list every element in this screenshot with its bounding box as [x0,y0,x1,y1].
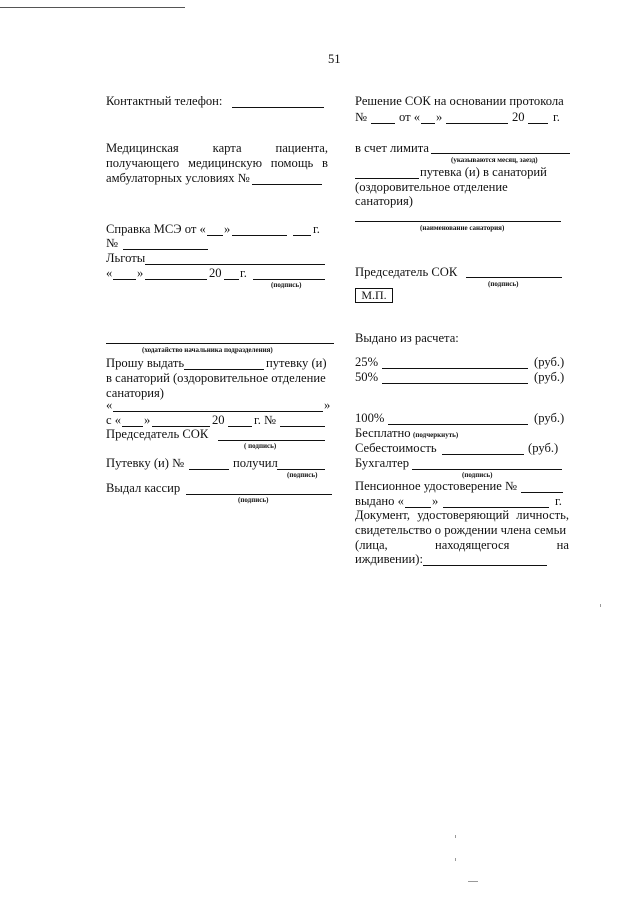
scan-speck [455,858,456,861]
cashier-sign-caption: (подпись) [238,496,269,504]
decision-year-blank [528,123,548,124]
from-number-blank [280,426,325,427]
from-number-label: г. № [254,413,277,427]
limit-caption: (указываются месяц, заезд) [451,156,538,164]
pct-50-rub: (руб.) [534,370,565,384]
petition-caption: (ходатайство начальника подразделения) [142,346,273,354]
card-number-blank [252,184,322,185]
date-century: 20 [209,266,222,280]
decision-century: 20 [512,110,525,124]
from-year-blank [228,426,252,427]
scan-speck [468,881,478,882]
ask-voucher-label: путевку (и) [266,356,327,370]
decision-day-blank [421,123,435,124]
date-year-suffix: г. [240,266,247,280]
issued-from-calc: Выдано из расчета: [355,331,459,345]
decision-number-blank [371,123,395,124]
from-close-quote: » [144,413,151,427]
limit-blank [431,153,570,154]
phone-label: Контактный телефон: [106,94,223,108]
date-day-blank [113,279,136,280]
mse-day-blank [207,235,223,236]
left-chairman-sign-caption: ( подпись) [244,442,277,450]
mse-label: Справка МСЭ от « [106,222,206,236]
pct-25-blank [382,368,528,369]
ask-issue-label: Прошу выдать [106,356,185,370]
card-line-3: амбулаторных условиях № [106,171,250,185]
mse-number-blank [123,249,208,250]
date-open-quote: « [106,266,113,280]
issued-date-close: » [432,494,439,508]
received-sign-caption: (подпись) [287,471,318,479]
decision-number-label: № [355,110,368,124]
voucher-count-blank [355,178,419,179]
issued-year-suffix: г. [555,494,562,508]
sanatorium-label: санатория) [355,194,413,208]
limit-label: в счет лимита [355,141,429,155]
cost-blank [442,454,524,455]
card-line-1: Медицинская карта пациента, [106,141,328,155]
doc-line: Документ, удостоверяющий личность, [355,508,569,522]
cashier-sign-blank [186,494,332,495]
mse-close-quote: » [224,222,231,236]
cost-label: Себестоимость [355,441,437,455]
health-dept-label: (оздоровительное отделение [355,180,508,194]
underline-caption: (подчеркнуть) [413,431,459,439]
left-chairman-sign-blank [218,440,325,441]
pct-100-blank [388,424,528,425]
cost-rub: (руб.) [528,441,559,455]
right-chairman-sign-blank [466,277,562,278]
from-open-quote: с « [106,413,122,427]
voucher-to-label: путевка (и) в санаторий [420,165,547,179]
pct-100-label: 100% [355,411,385,425]
scan-speck [455,835,456,838]
decision-month-blank [446,123,508,124]
right-chairman-label: Председатель СОК [355,265,458,279]
mse-month-blank [232,235,287,236]
left-chairman-label: Председатель СОК [106,427,209,441]
pension-cert-blank [521,492,563,493]
mse-year-blank [293,235,311,236]
pct-25-label: 25% [355,355,379,369]
pct-100-rub: (руб.) [534,411,565,425]
sanatorium-name-blank [113,411,323,412]
from-century: 20 [212,413,225,427]
stamp-box: М.П. [355,288,393,303]
sanatorium-open-quote: « [106,398,113,412]
date-close-quote: » [137,266,144,280]
birth-cert-label: свидетельство о рождении члена семьи [355,523,567,537]
dependant-end-label: иждивении): [355,552,423,566]
accountant-sign-caption: (подпись) [462,471,493,479]
issued-date-open: выдано « [355,494,404,508]
voucher-number-label: Путевку (и) № [106,456,185,470]
received-sign-blank [277,469,325,470]
benefits-blank [145,264,325,265]
accountant-label: Бухгалтер [355,456,410,470]
mse-number-label: № [106,236,119,250]
date-month-blank [145,279,207,280]
voucher-number-blank [189,469,229,470]
date-year-blank [224,279,239,280]
decision-line-1: Решение СОК на основании протокола [355,94,564,108]
mse-year-suffix: г. [313,222,320,236]
benefits-label: Льготы [106,251,146,265]
pct-50-label: 50% [355,370,379,384]
pct-50-blank [382,383,528,384]
ask-count-blank [184,369,264,370]
scan-edge-line [0,7,185,8]
sanatorium-name-blank [355,221,561,222]
signature-blank [253,279,325,280]
pension-cert-label: Пенсионное удостоверение № [355,479,518,493]
received-label: получил [233,456,278,470]
signature-caption: (подпись) [271,281,302,289]
ask-line-3: санатория) [106,386,164,400]
free-label: Бесплатно [355,426,411,440]
dependant-doc-blank [423,565,547,566]
decision-year-suffix: г. [553,110,560,124]
right-chairman-sign-caption: (подпись) [488,280,519,288]
decision-date-close: » [436,110,443,124]
pct-25-rub: (руб.) [534,355,565,369]
ask-line-2: в санаторий (оздоровительное отделение [106,371,326,385]
petition-blank [106,343,334,344]
sanatorium-name-caption: (наименование санатория) [420,224,505,232]
cashier-label: Выдал кассир [106,481,181,495]
page-number: 51 [328,52,341,66]
dependant-line: (лица, находящегося на [355,538,569,552]
card-line-2: получающего медицинскую помощь в [106,156,328,170]
sanatorium-close-quote: » [324,398,331,412]
phone-blank [232,107,324,108]
accountant-sign-blank [412,469,562,470]
scan-speck [600,604,601,607]
decision-date-open: от « [399,110,421,124]
